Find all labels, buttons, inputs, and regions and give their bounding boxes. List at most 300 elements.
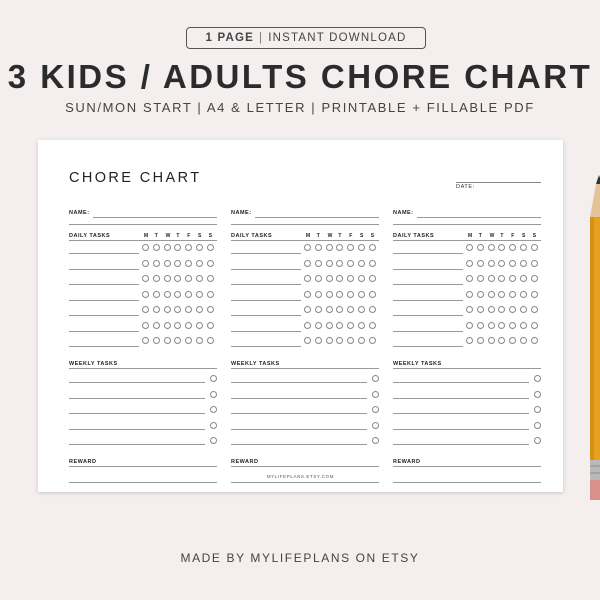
circle-checkbox-icon[interactable] (466, 322, 473, 329)
weekly-task-line[interactable] (393, 429, 529, 430)
daily-task-row (231, 273, 379, 286)
daily-task-row (393, 289, 541, 302)
circle-checkbox-icon[interactable] (185, 306, 192, 313)
circle-checkbox-icon[interactable] (369, 337, 376, 344)
circle-checkbox-icon[interactable] (164, 275, 171, 282)
circle-checkbox-icon[interactable] (336, 260, 343, 267)
day-letter: T (500, 233, 504, 239)
circle-checkbox-icon[interactable] (315, 322, 322, 329)
reward-line[interactable] (231, 482, 379, 483)
circle-checkbox-icon[interactable] (315, 291, 322, 298)
daily-task-line[interactable] (393, 284, 463, 285)
day-letter: S (197, 233, 202, 239)
circle-checkbox-icon[interactable] (185, 275, 192, 282)
daily-task-line[interactable] (231, 315, 301, 316)
circle-checkbox-icon[interactable] (210, 406, 217, 413)
circle-checkbox-icon[interactable] (488, 260, 495, 267)
circle-checkbox-icon[interactable] (336, 244, 343, 251)
pencil-body-shade (590, 217, 594, 460)
circle-checkbox-icon[interactable] (304, 260, 311, 267)
circle-checkbox-icon[interactable] (358, 244, 365, 251)
circle-checkbox-icon[interactable] (509, 260, 516, 267)
circle-checkbox-icon[interactable] (142, 244, 149, 251)
daily-checkboxes (304, 337, 380, 344)
circle-checkbox-icon[interactable] (358, 337, 365, 344)
circle-checkbox-icon[interactable] (164, 291, 171, 298)
daily-task-line[interactable] (69, 346, 139, 347)
circle-checkbox-icon[interactable] (477, 306, 484, 313)
circle-checkbox-icon[interactable] (466, 260, 473, 267)
circle-checkbox-icon[interactable] (304, 322, 311, 329)
circle-checkbox-icon[interactable] (347, 291, 354, 298)
circle-checkbox-icon[interactable] (185, 322, 192, 329)
weekly-task-line[interactable] (231, 444, 367, 445)
daily-task-line[interactable] (69, 331, 139, 332)
daily-checkboxes (142, 260, 218, 267)
circle-checkbox-icon[interactable] (207, 322, 214, 329)
weekly-task-line[interactable] (231, 398, 367, 399)
name-line[interactable] (255, 217, 379, 218)
day-letter: F (511, 233, 515, 239)
reward-line[interactable] (69, 466, 217, 467)
reward-label: REWARD (393, 459, 421, 465)
daily-task-row (231, 258, 379, 271)
reward-label: REWARD (69, 459, 97, 465)
daily-task-row (231, 335, 379, 348)
daily-checkboxes (304, 306, 380, 313)
circle-checkbox-icon[interactable] (534, 375, 541, 382)
circle-checkbox-icon[interactable] (520, 306, 527, 313)
circle-checkbox-icon[interactable] (477, 260, 484, 267)
circle-checkbox-icon[interactable] (304, 337, 311, 344)
daily-checkboxes (304, 291, 380, 298)
person-column (393, 208, 541, 488)
weekly-task-line[interactable] (69, 382, 205, 383)
person-column (69, 208, 217, 488)
weekly-header-line (69, 368, 217, 369)
circle-checkbox-icon[interactable] (531, 337, 538, 344)
circle-checkbox-icon[interactable] (326, 291, 333, 298)
weekly-task-line[interactable] (393, 398, 529, 399)
pencil-wood-tip (590, 184, 600, 217)
circle-checkbox-icon[interactable] (358, 306, 365, 313)
daily-checkboxes (466, 306, 542, 313)
badge-download: INSTANT DOWNLOAD (268, 32, 407, 44)
circle-checkbox-icon[interactable] (531, 244, 538, 251)
circle-checkbox-icon[interactable] (174, 291, 181, 298)
circle-checkbox-icon[interactable] (174, 306, 181, 313)
circle-checkbox-icon[interactable] (336, 291, 343, 298)
weekly-task-line[interactable] (393, 413, 529, 414)
circle-checkbox-icon[interactable] (207, 291, 214, 298)
circle-checkbox-icon[interactable] (174, 244, 181, 251)
daily-checkboxes (304, 275, 380, 282)
circle-checkbox-icon[interactable] (185, 244, 192, 251)
weekly-task-row (231, 434, 379, 447)
circle-checkbox-icon[interactable] (142, 322, 149, 329)
circle-checkbox-icon[interactable] (336, 275, 343, 282)
day-letter: W (327, 233, 333, 239)
day-letter: S (370, 233, 375, 239)
circle-checkbox-icon[interactable] (142, 260, 149, 267)
circle-checkbox-icon[interactable] (369, 244, 376, 251)
circle-checkbox-icon[interactable] (477, 322, 484, 329)
circle-checkbox-icon[interactable] (336, 306, 343, 313)
circle-checkbox-icon[interactable] (207, 306, 214, 313)
circle-checkbox-icon[interactable] (531, 322, 538, 329)
circle-checkbox-icon[interactable] (520, 322, 527, 329)
circle-checkbox-icon[interactable] (531, 306, 538, 313)
day-letter: M (306, 233, 311, 239)
weekly-tasks-label: WEEKLY TASKS (69, 361, 118, 367)
circle-checkbox-icon[interactable] (196, 244, 203, 251)
daily-checkboxes (304, 322, 380, 329)
circle-checkbox-icon[interactable] (326, 275, 333, 282)
circle-checkbox-icon[interactable] (534, 422, 541, 429)
day-letter: T (316, 233, 320, 239)
circle-checkbox-icon[interactable] (207, 337, 214, 344)
circle-checkbox-icon[interactable] (185, 337, 192, 344)
circle-checkbox-icon[interactable] (534, 391, 541, 398)
circle-checkbox-icon[interactable] (347, 306, 354, 313)
circle-checkbox-icon[interactable] (466, 291, 473, 298)
daily-task-line[interactable] (231, 284, 301, 285)
weekly-task-line[interactable] (231, 382, 367, 383)
daily-task-row (393, 258, 541, 271)
circle-checkbox-icon[interactable] (326, 322, 333, 329)
circle-checkbox-icon[interactable] (185, 260, 192, 267)
day-letter: T (154, 233, 158, 239)
circle-checkbox-icon[interactable] (477, 291, 484, 298)
circle-checkbox-icon[interactable] (304, 291, 311, 298)
circle-checkbox-icon[interactable] (326, 244, 333, 251)
reward-line[interactable] (393, 466, 541, 467)
weekly-task-row (231, 388, 379, 401)
circle-checkbox-icon[interactable] (142, 337, 149, 344)
reward-line[interactable] (69, 482, 217, 483)
circle-checkbox-icon[interactable] (534, 437, 541, 444)
daily-task-line[interactable] (231, 253, 301, 254)
name-label: NAME: (393, 210, 414, 216)
weekly-task-row (393, 434, 541, 447)
reward-line[interactable] (231, 466, 379, 467)
circle-checkbox-icon[interactable] (210, 422, 217, 429)
circle-checkbox-icon[interactable] (372, 375, 379, 382)
daily-task-row (69, 289, 217, 302)
circle-checkbox-icon[interactable] (358, 275, 365, 282)
weekly-task-line[interactable] (393, 444, 529, 445)
circle-checkbox-icon[interactable] (196, 306, 203, 313)
daily-task-row (393, 242, 541, 255)
circle-checkbox-icon[interactable] (369, 291, 376, 298)
daily-task-row (231, 242, 379, 255)
circle-checkbox-icon[interactable] (153, 260, 160, 267)
circle-checkbox-icon[interactable] (372, 437, 379, 444)
circle-checkbox-icon[interactable] (164, 337, 171, 344)
day-letter: S (359, 233, 364, 239)
circle-checkbox-icon[interactable] (196, 322, 203, 329)
circle-checkbox-icon[interactable] (369, 306, 376, 313)
circle-checkbox-icon[interactable] (509, 275, 516, 282)
circle-checkbox-icon[interactable] (315, 275, 322, 282)
daily-checkboxes (142, 275, 218, 282)
daily-task-row (69, 320, 217, 333)
name-underline (69, 224, 217, 225)
circle-checkbox-icon[interactable] (372, 422, 379, 429)
headline: 3 KIDS / ADULTS CHORE CHART (7, 58, 593, 95)
circle-checkbox-icon[interactable] (210, 375, 217, 382)
daily-task-line[interactable] (69, 300, 139, 301)
daily-task-line[interactable] (231, 346, 301, 347)
weekly-task-line[interactable] (231, 413, 367, 414)
daily-task-row (69, 335, 217, 348)
weekly-task-line[interactable] (69, 398, 205, 399)
circle-checkbox-icon[interactable] (207, 275, 214, 282)
daily-checkboxes (304, 244, 380, 251)
reward-line[interactable] (393, 482, 541, 483)
circle-checkbox-icon[interactable] (498, 275, 505, 282)
circle-checkbox-icon[interactable] (477, 275, 484, 282)
circle-checkbox-icon[interactable] (142, 291, 149, 298)
circle-checkbox-icon[interactable] (488, 244, 495, 251)
daily-task-line[interactable] (393, 300, 463, 301)
circle-checkbox-icon[interactable] (336, 337, 343, 344)
circle-checkbox-icon[interactable] (477, 244, 484, 251)
circle-checkbox-icon[interactable] (369, 275, 376, 282)
weekly-task-row (393, 403, 541, 416)
circle-checkbox-icon[interactable] (509, 306, 516, 313)
name-line[interactable] (417, 217, 541, 218)
circle-checkbox-icon[interactable] (210, 437, 217, 444)
circle-checkbox-icon[interactable] (372, 391, 379, 398)
daily-task-row (393, 304, 541, 317)
person-column (231, 208, 379, 488)
name-underline (231, 224, 379, 225)
circle-checkbox-icon[interactable] (174, 337, 181, 344)
day-letter: T (176, 233, 180, 239)
daily-task-row (393, 273, 541, 286)
weekly-task-line[interactable] (393, 382, 529, 383)
circle-checkbox-icon[interactable] (142, 306, 149, 313)
badge-pages: 1 PAGE (205, 32, 255, 44)
daily-task-line[interactable] (231, 269, 301, 270)
circle-checkbox-icon[interactable] (164, 244, 171, 251)
daily-checkboxes (142, 291, 218, 298)
weekly-task-line[interactable] (69, 413, 205, 414)
circle-checkbox-icon[interactable] (369, 322, 376, 329)
daily-task-row (69, 273, 217, 286)
circle-checkbox-icon[interactable] (358, 260, 365, 267)
day-letter: M (468, 233, 473, 239)
daily-task-line[interactable] (69, 284, 139, 285)
circle-checkbox-icon[interactable] (153, 306, 160, 313)
circle-checkbox-icon[interactable] (498, 244, 505, 251)
circle-checkbox-icon[interactable] (372, 406, 379, 413)
circle-checkbox-icon[interactable] (520, 275, 527, 282)
day-letter: T (338, 233, 342, 239)
circle-checkbox-icon[interactable] (164, 322, 171, 329)
circle-checkbox-icon[interactable] (174, 275, 181, 282)
date-line (456, 182, 541, 183)
circle-checkbox-icon[interactable] (174, 322, 181, 329)
circle-checkbox-icon[interactable] (509, 291, 516, 298)
weekly-task-line[interactable] (69, 429, 205, 430)
day-letter: W (489, 233, 495, 239)
circle-checkbox-icon[interactable] (520, 291, 527, 298)
maker-credit: MADE BY MYLIFEPLANS ON ETSY (180, 551, 420, 565)
weekly-task-line[interactable] (69, 444, 205, 445)
weekly-task-line[interactable] (231, 429, 367, 430)
circle-checkbox-icon[interactable] (315, 337, 322, 344)
circle-checkbox-icon[interactable] (326, 306, 333, 313)
weekly-task-row (393, 372, 541, 385)
circle-checkbox-icon[interactable] (498, 306, 505, 313)
circle-checkbox-icon[interactable] (466, 275, 473, 282)
circle-checkbox-icon[interactable] (509, 337, 516, 344)
circle-checkbox-icon[interactable] (369, 260, 376, 267)
circle-checkbox-icon[interactable] (488, 322, 495, 329)
day-letter: F (187, 233, 191, 239)
circle-checkbox-icon[interactable] (347, 337, 354, 344)
name-line[interactable] (93, 217, 217, 218)
daily-checkboxes (304, 260, 380, 267)
name-label: NAME: (231, 210, 252, 216)
circle-checkbox-icon[interactable] (185, 291, 192, 298)
circle-checkbox-icon[interactable] (153, 291, 160, 298)
circle-checkbox-icon[interactable] (498, 337, 505, 344)
daily-task-row (393, 335, 541, 348)
circle-checkbox-icon[interactable] (488, 306, 495, 313)
circle-checkbox-icon[interactable] (207, 260, 214, 267)
circle-checkbox-icon[interactable] (347, 260, 354, 267)
daily-task-line[interactable] (393, 269, 463, 270)
daily-task-line[interactable] (231, 300, 301, 301)
weekly-header-line (393, 368, 541, 369)
circle-checkbox-icon[interactable] (196, 337, 203, 344)
weekly-task-row (393, 388, 541, 401)
circle-checkbox-icon[interactable] (509, 322, 516, 329)
circle-checkbox-icon[interactable] (304, 306, 311, 313)
circle-checkbox-icon[interactable] (336, 322, 343, 329)
circle-checkbox-icon[interactable] (466, 244, 473, 251)
circle-checkbox-icon[interactable] (196, 291, 203, 298)
circle-checkbox-icon[interactable] (315, 306, 322, 313)
circle-checkbox-icon[interactable] (347, 322, 354, 329)
circle-checkbox-icon[interactable] (153, 244, 160, 251)
daily-task-row (393, 320, 541, 333)
name-underline (393, 224, 541, 225)
circle-checkbox-icon[interactable] (164, 260, 171, 267)
reward-label: REWARD (231, 459, 259, 465)
circle-checkbox-icon[interactable] (326, 337, 333, 344)
daily-task-row (231, 304, 379, 317)
pencil-lead (596, 175, 600, 184)
circle-checkbox-icon[interactable] (315, 260, 322, 267)
daily-task-line[interactable] (393, 346, 463, 347)
daily-task-line[interactable] (69, 315, 139, 316)
circle-checkbox-icon[interactable] (520, 244, 527, 251)
daily-checkboxes (466, 260, 542, 267)
circle-checkbox-icon[interactable] (531, 275, 538, 282)
daily-checkboxes (142, 306, 218, 313)
circle-checkbox-icon[interactable] (326, 260, 333, 267)
daily-task-line[interactable] (69, 269, 139, 270)
circle-checkbox-icon[interactable] (531, 291, 538, 298)
weekly-tasks-label: WEEKLY TASKS (231, 361, 280, 367)
daily-checkboxes (142, 337, 218, 344)
circle-checkbox-icon[interactable] (466, 306, 473, 313)
circle-checkbox-icon[interactable] (304, 275, 311, 282)
daily-tasks-label: DAILY TASKS (231, 233, 273, 239)
circle-checkbox-icon[interactable] (498, 291, 505, 298)
circle-checkbox-icon[interactable] (164, 306, 171, 313)
circle-checkbox-icon[interactable] (488, 291, 495, 298)
circle-checkbox-icon[interactable] (488, 275, 495, 282)
circle-checkbox-icon[interactable] (207, 244, 214, 251)
circle-checkbox-icon[interactable] (477, 337, 484, 344)
day-letter: T (478, 233, 482, 239)
circle-checkbox-icon[interactable] (196, 260, 203, 267)
circle-checkbox-icon[interactable] (520, 260, 527, 267)
sheet-title: CHORE CHART (69, 170, 202, 186)
daily-checkboxes (466, 322, 542, 329)
circle-checkbox-icon[interactable] (174, 260, 181, 267)
circle-checkbox-icon[interactable] (196, 275, 203, 282)
circle-checkbox-icon[interactable] (520, 337, 527, 344)
weekly-task-row (393, 419, 541, 432)
day-letter: S (532, 233, 537, 239)
circle-checkbox-icon[interactable] (210, 391, 217, 398)
day-letter: W (165, 233, 171, 239)
weekly-task-row (69, 388, 217, 401)
daily-task-line[interactable] (69, 253, 139, 254)
circle-checkbox-icon[interactable] (466, 337, 473, 344)
circle-checkbox-icon[interactable] (153, 337, 160, 344)
circle-checkbox-icon[interactable] (531, 260, 538, 267)
circle-checkbox-icon[interactable] (358, 322, 365, 329)
weekly-task-row (69, 372, 217, 385)
circle-checkbox-icon[interactable] (315, 244, 322, 251)
daily-checkboxes (466, 337, 542, 344)
circle-checkbox-icon[interactable] (488, 337, 495, 344)
circle-checkbox-icon[interactable] (534, 406, 541, 413)
day-letters (306, 233, 382, 239)
daily-task-line[interactable] (393, 315, 463, 316)
daily-task-line[interactable] (393, 331, 463, 332)
daily-header-line (393, 240, 541, 241)
circle-checkbox-icon[interactable] (358, 291, 365, 298)
circle-checkbox-icon[interactable] (142, 275, 149, 282)
daily-checkboxes (142, 244, 218, 251)
circle-checkbox-icon[interactable] (153, 275, 160, 282)
daily-checkboxes (142, 322, 218, 329)
circle-checkbox-icon[interactable] (347, 275, 354, 282)
footer-url: MYLIFEPLANS.ETSY.COM (266, 474, 335, 479)
weekly-task-row (69, 403, 217, 416)
daily-header-line (69, 240, 217, 241)
date-field[interactable] (456, 175, 541, 193)
daily-task-line[interactable] (231, 331, 301, 332)
circle-checkbox-icon[interactable] (498, 260, 505, 267)
circle-checkbox-icon[interactable] (509, 244, 516, 251)
circle-checkbox-icon[interactable] (498, 322, 505, 329)
circle-checkbox-icon[interactable] (153, 322, 160, 329)
circle-checkbox-icon[interactable] (347, 244, 354, 251)
date-label: DATE: (456, 184, 475, 190)
circle-checkbox-icon[interactable] (304, 244, 311, 251)
daily-task-line[interactable] (393, 253, 463, 254)
day-letters (144, 233, 220, 239)
